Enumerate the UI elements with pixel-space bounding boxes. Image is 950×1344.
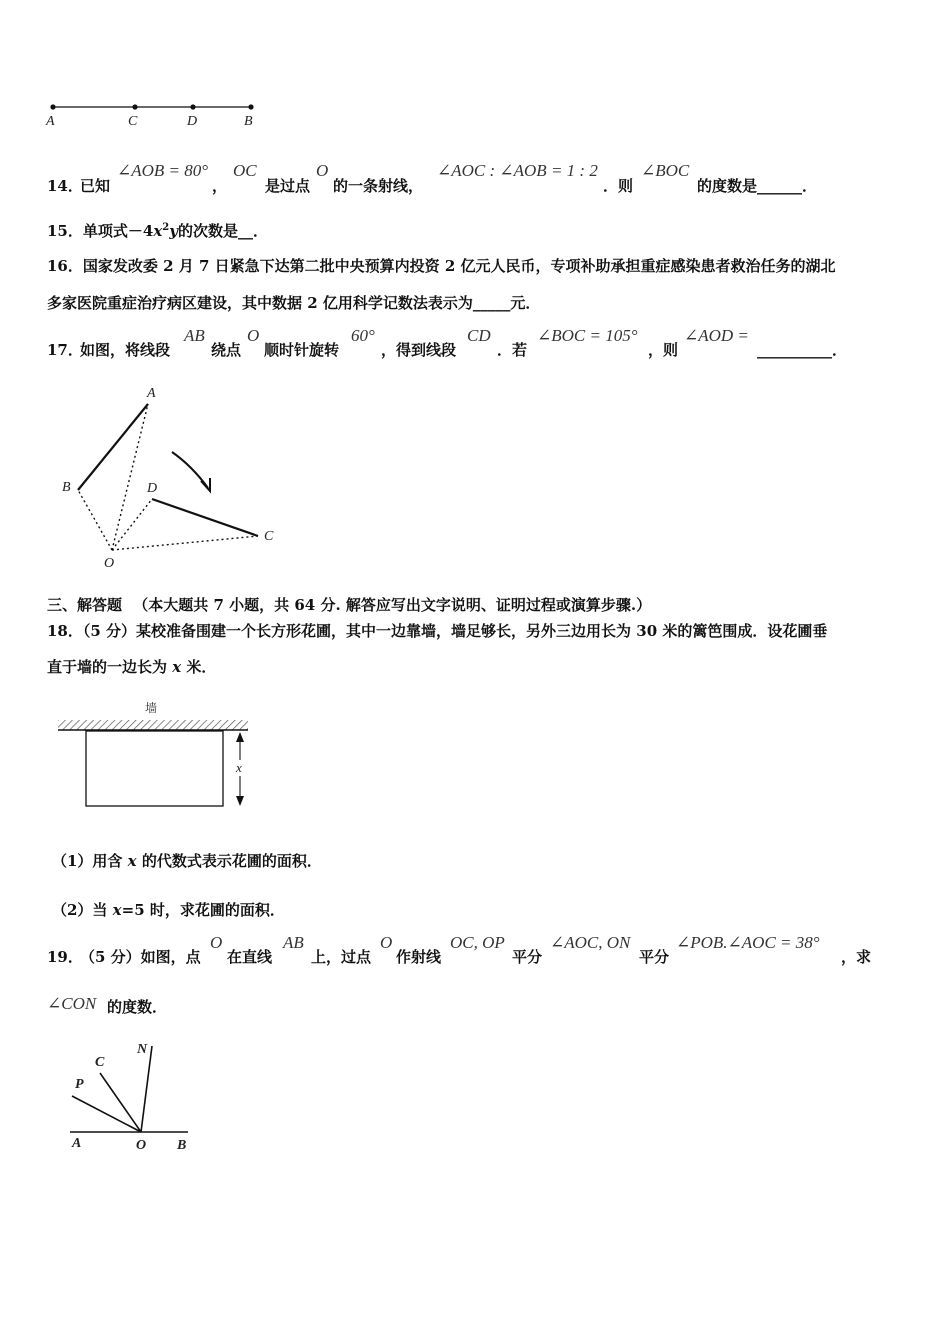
q14-math-boc: ∠BOC	[641, 161, 690, 180]
q19-text-5: 平分	[512, 948, 543, 966]
q17-math-cd: CD	[467, 326, 491, 345]
ray-op	[72, 1096, 141, 1132]
q17-answer-blank: __________．	[757, 341, 848, 359]
question-16-line-1: 16．国家发改委 2 月 7 日紧急下达第二批中央预算内投资 2 亿元人民币，专项补助承担重症感染患者救治任务的湖北	[47, 257, 836, 275]
label-n: N	[137, 1042, 148, 1057]
q18-part2-text-a: （2）当	[52, 901, 113, 919]
q17-math-aod: ∠AOD =	[684, 326, 749, 345]
label-o: O	[136, 1138, 147, 1153]
section-3-title: 三、解答题	[47, 596, 123, 614]
q19-math-ab: AB	[283, 933, 304, 952]
q14-text-1: 已知	[80, 177, 111, 195]
q14-number: 14．	[47, 177, 83, 195]
q19-math-pob: ∠POB.∠AOC = 38°	[676, 933, 820, 952]
q17-math-60: 60°	[351, 326, 375, 345]
label-b: B	[62, 480, 71, 495]
label-a: A	[72, 1136, 82, 1151]
q19-math-aoc-on: ∠AOC, ON	[550, 933, 631, 952]
label-c: C	[95, 1055, 105, 1070]
section-3-note: （本大题共 7 小题，共 64 分. 解答应写出文字说明、证明过程或演算步骤.）	[133, 596, 652, 614]
q17-text-5: ．若	[497, 341, 528, 359]
q15-number: 15．	[47, 222, 83, 240]
label-a: A	[147, 386, 156, 401]
q17-math-o: O	[247, 326, 260, 345]
ray-on	[141, 1046, 152, 1132]
q17-math-ab: AB	[184, 326, 205, 345]
q14-text-4: ．则	[603, 177, 634, 195]
q14-math-o: O	[316, 161, 329, 180]
q14-math-oc: OC	[233, 161, 257, 180]
q15-text-2: 的次数是__．	[177, 222, 268, 240]
q17-text-4: ，得到线段	[381, 341, 457, 359]
q19-text-1: （5 分）如图，点	[80, 948, 201, 966]
q17-math-boc: ∠BOC = 105°	[537, 326, 638, 345]
q18-part2-text-b: =5 时，求花圃的面积．	[121, 901, 285, 919]
q19-text-7: ，求	[841, 948, 872, 966]
q15-exponent: 2	[162, 222, 170, 233]
q18-line2-text-b: 米．	[181, 658, 217, 676]
q15-var-y: y	[169, 222, 178, 240]
q18-part1-var-x: x	[127, 852, 137, 870]
q17-text-1: 如图，将线段	[80, 341, 171, 359]
label-d: D	[147, 481, 158, 496]
q19-text-4: 作射线	[396, 948, 442, 966]
q14-comma: ，	[212, 177, 228, 195]
q15-text-1: 单项式－4	[82, 222, 154, 240]
ray-oc	[100, 1073, 141, 1132]
label-c: C	[264, 529, 274, 544]
q19-math-oc-op: OC, OP	[450, 933, 505, 952]
label-p: P	[75, 1077, 84, 1092]
label-d: D	[187, 114, 198, 129]
q17-number: 17．	[47, 341, 83, 359]
q14-math-angle-aob: ∠AOB = 80°	[117, 161, 209, 180]
label-b: B	[244, 114, 253, 129]
label-b: B	[177, 1138, 187, 1153]
question-16-line-2: 多家医院重症治疗病区建设，其中数据 2 亿用科学记数法表示为_____元．	[47, 294, 541, 312]
q17-text-3: 顺时针旋转	[264, 341, 340, 359]
q15-var-x: x	[153, 222, 163, 240]
q18-part1-text-b: 的代数式表示花圃的面积．	[136, 852, 322, 870]
q19-math-o1: O	[210, 933, 223, 952]
q19-math-con: ∠CON	[47, 994, 97, 1013]
q14-text-5: 的度数是______．	[697, 177, 818, 195]
q19-text-6: 平分	[639, 948, 670, 966]
q19-number: 19．	[47, 948, 83, 966]
label-a: A	[46, 114, 55, 129]
wall-label: 墙	[145, 701, 158, 715]
q14-math-ratio: ∠AOC : ∠AOB = 1 : 2	[437, 161, 598, 180]
question-18-line-1: 18．（5 分）某校准备围建一个长方形花圃，其中一边靠墙，墙足够长，另外三边用长为 30 米的篱笆围成．设花圃垂	[47, 622, 828, 640]
q18-part2-var-x: x	[112, 901, 122, 919]
q19-text-2: 在直线	[227, 948, 273, 966]
q19-math-o2: O	[380, 933, 393, 952]
q17-text-6: ，则	[648, 341, 679, 359]
x-label: x	[236, 760, 242, 775]
q14-text-3: 的一条射线，	[333, 177, 424, 195]
q18-line2-text-a: 直于墙的一边长为	[47, 658, 173, 676]
q14-text-2: 是过点	[265, 177, 311, 195]
q17-text-2: 绕点	[211, 341, 242, 359]
q18-var-x: x	[172, 658, 182, 676]
q19-text-8: 的度数．	[107, 998, 168, 1016]
q19-text-3: 上，过点	[311, 948, 372, 966]
label-o: O	[104, 556, 115, 571]
q18-part1-text-a: （1）用含	[52, 852, 128, 870]
label-c: C	[128, 114, 138, 129]
